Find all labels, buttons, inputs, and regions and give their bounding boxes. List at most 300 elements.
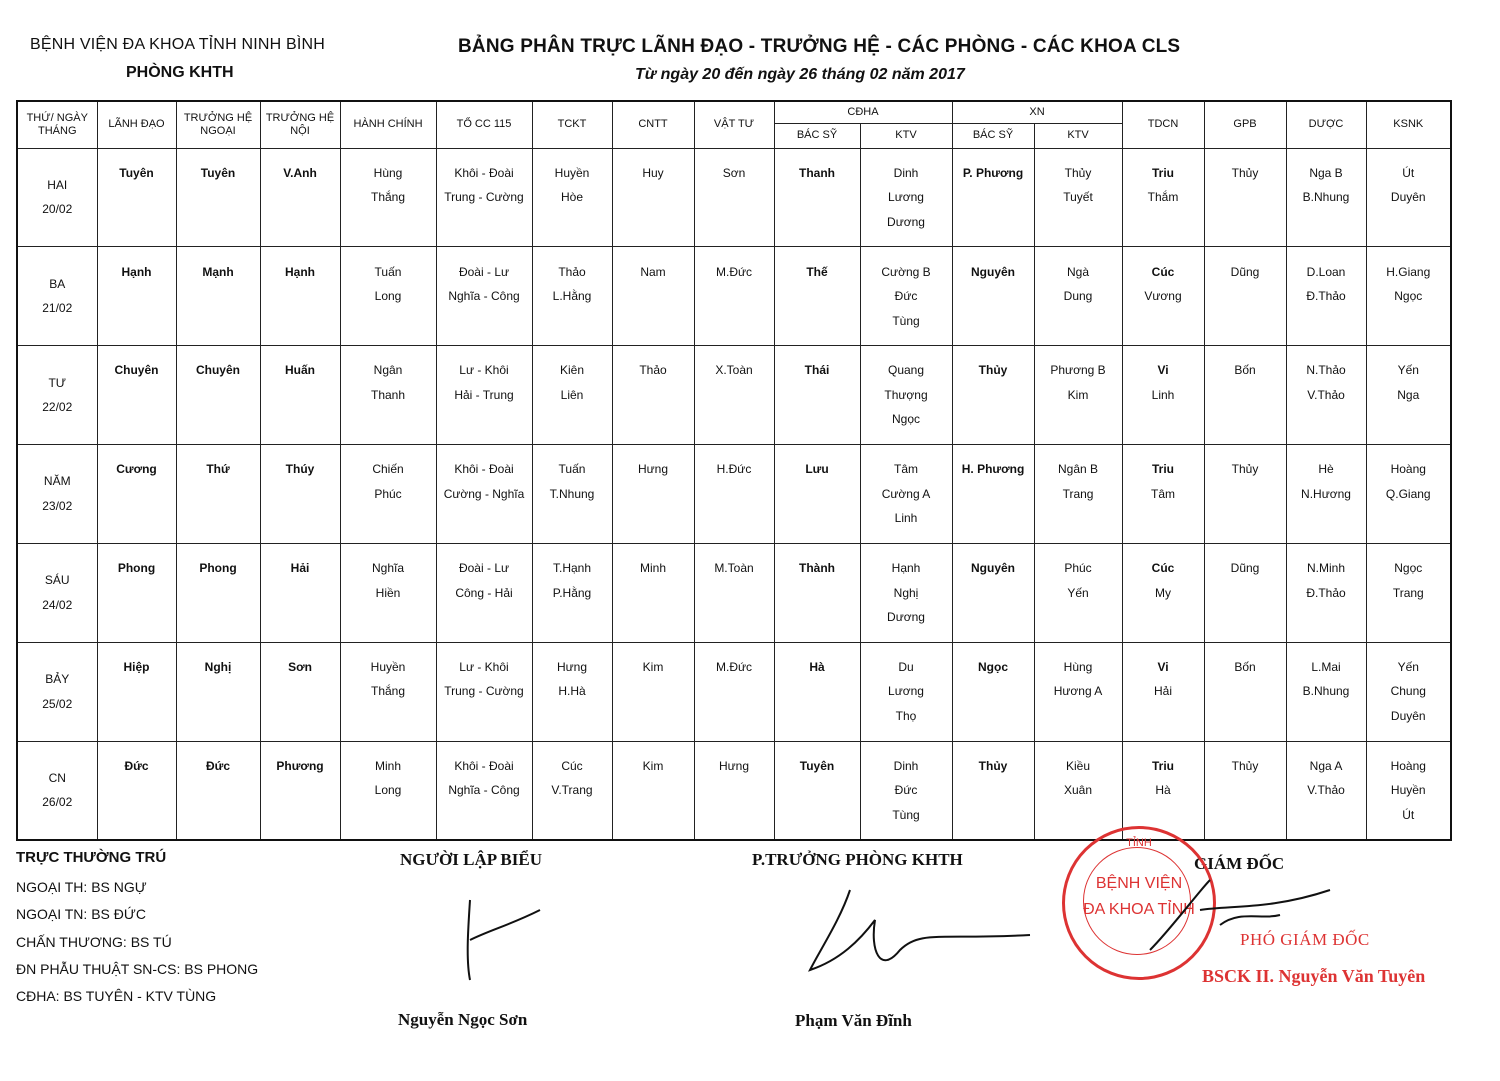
cell-value: Lương	[888, 190, 924, 205]
document-subtitle: Từ ngày 20 đến ngày 26 tháng 02 năm 2017	[635, 66, 965, 83]
xn-doctor-cell	[952, 543, 1034, 642]
col-cdha: CĐHA	[774, 101, 952, 123]
table-row	[17, 148, 1451, 247]
table-row	[17, 445, 1451, 544]
deputy-head-name: Phạm Văn Đĩnh	[795, 1011, 912, 1030]
supplies-cell	[694, 741, 774, 840]
col-tdcn: TDCN	[1122, 101, 1204, 148]
cell-spacer	[533, 407, 612, 432]
cell-value: Hoàng	[1390, 462, 1426, 477]
tdcn-cell	[1122, 543, 1204, 642]
cell-value: Hòe	[560, 190, 583, 205]
cell-spacer	[1123, 803, 1204, 828]
cell-spacer	[775, 778, 860, 827]
cell-value: Linh	[1151, 387, 1175, 402]
cdha-ktv-cell	[860, 543, 952, 642]
xn-doctor-cell	[952, 247, 1034, 346]
cell-value: Mạnh	[202, 264, 234, 279]
cell-value: Ngọc	[978, 659, 1009, 674]
cell-value: Long	[374, 783, 402, 798]
xn-ktv-cell	[1034, 543, 1122, 642]
cc115-cell	[436, 543, 532, 642]
cell-value: Tuyên	[799, 758, 835, 773]
cell-value: Thanh	[799, 165, 835, 180]
cell-spacer	[1123, 506, 1204, 531]
col-cntt: CNTT	[612, 101, 694, 148]
cell-spacer	[953, 383, 1034, 432]
cell-value: Cương	[116, 462, 157, 477]
table-row	[17, 346, 1451, 445]
cell-value: Tuấn	[558, 462, 586, 477]
cell-spacer	[98, 778, 176, 827]
cell-value: Dinh	[893, 165, 919, 180]
internal-head-cell	[260, 445, 340, 544]
roster-body	[17, 148, 1451, 840]
cell-value: P.Hằng	[552, 585, 592, 600]
cell-spacer	[177, 778, 260, 827]
cc115-cell	[436, 741, 532, 840]
date-label: 26/02	[42, 795, 73, 810]
cell-value: Hải - Trung	[454, 387, 514, 402]
supplies-cell	[694, 148, 774, 247]
cell-value: Kiên	[559, 363, 585, 378]
cell-value: Bốn	[1234, 659, 1256, 674]
leader-cell	[97, 445, 176, 544]
gpb-cell	[1204, 247, 1286, 346]
cell-value: T.Nhung	[549, 486, 595, 501]
cell-value: Đ.Thảo	[1306, 585, 1346, 600]
tdcn-cell	[1122, 346, 1204, 445]
cell-value: Cường B	[881, 264, 931, 279]
pharmacy-cell	[1286, 642, 1366, 741]
cell-spacer	[613, 383, 694, 432]
cell-value: Triu	[1152, 165, 1175, 180]
ksnk-cell	[1366, 148, 1451, 247]
cell-spacer	[775, 581, 860, 630]
cell-spacer	[1035, 210, 1122, 235]
cell-value: Hải	[1154, 684, 1173, 699]
supplies-cell	[694, 543, 774, 642]
cell-value: Lương	[888, 684, 924, 699]
cell-spacer	[695, 778, 774, 827]
col-xn: XN	[952, 101, 1122, 123]
cell-spacer	[1287, 506, 1366, 531]
cell-value: Hương A	[1053, 684, 1103, 699]
cell-value: B.Nhung	[1302, 684, 1350, 699]
internal-head-cell	[260, 148, 340, 247]
surgery-head-cell	[176, 543, 260, 642]
cell-spacer	[261, 185, 340, 234]
admin-cell	[340, 445, 436, 544]
cell-spacer	[341, 605, 436, 630]
cell-spacer	[695, 284, 774, 333]
cell-spacer	[177, 482, 260, 531]
xn-doctor-cell	[952, 346, 1034, 445]
cell-spacer	[533, 803, 612, 828]
cell-value: Đức	[894, 289, 918, 304]
cell-value: Ngọc	[1394, 561, 1423, 576]
admin-cell	[340, 741, 436, 840]
admin-cell	[340, 148, 436, 247]
xn-doctor-cell	[952, 642, 1034, 741]
cdha-doctor-cell	[774, 642, 860, 741]
cell-spacer	[533, 506, 612, 531]
supplies-cell	[694, 247, 774, 346]
cell-value: Lư - Khôi	[459, 659, 509, 674]
pharmacy-cell	[1286, 346, 1366, 445]
col-day: THỨ/ NGÀY THÁNG	[17, 101, 97, 148]
cell-spacer	[1367, 407, 1451, 432]
cell-value: Q.Giang	[1385, 486, 1431, 501]
cell-value: Hà	[809, 659, 825, 674]
cell-value: N.Minh	[1307, 561, 1346, 576]
cell-value: Huyền	[370, 659, 406, 674]
cell-value: Ngân	[373, 363, 403, 378]
cc115-cell	[436, 642, 532, 741]
day-cell	[17, 247, 97, 346]
cell-value: Yến	[1397, 659, 1419, 674]
xn-ktv-cell	[1034, 148, 1122, 247]
preparer-title: NGƯỜI LẬP BIỂU	[400, 850, 543, 869]
cell-value: T.Hạnh	[552, 561, 592, 576]
date-label: 21/02	[42, 301, 73, 316]
tdcn-cell	[1122, 642, 1204, 741]
surgery-head-cell	[176, 445, 260, 544]
cell-value: N.Thảo	[1306, 363, 1346, 378]
xn-ktv-cell	[1034, 642, 1122, 741]
cell-spacer	[261, 383, 340, 432]
cell-spacer	[1205, 778, 1286, 827]
cell-value: Hoàng	[1390, 758, 1426, 773]
cell-value: Thắng	[370, 190, 406, 205]
internal-head-cell	[260, 346, 340, 445]
cell-spacer	[437, 803, 532, 828]
director-role: PHÓ GIÁM ĐỐC	[1240, 930, 1370, 949]
cell-value: Phúc	[1064, 561, 1092, 576]
cell-value: Dũng	[1230, 264, 1260, 279]
col-xn-ktv: KTV	[1034, 123, 1122, 148]
cell-spacer	[1205, 679, 1286, 728]
cell-value: Thúy	[285, 462, 315, 477]
cell-value: Tuyết	[1063, 190, 1093, 205]
cell-value: Tuyên	[119, 165, 154, 180]
cntt-cell	[612, 642, 694, 741]
cell-spacer	[261, 778, 340, 827]
col-cdha-doctor: BÁC SỸ	[774, 123, 860, 148]
internal-head-cell	[260, 247, 340, 346]
cell-value: Thắm	[1147, 190, 1179, 205]
cell-spacer	[953, 679, 1034, 728]
cell-spacer	[98, 383, 176, 432]
resident-line: ĐN PHẪU THUẬT SN-CS: BS PHONG	[16, 960, 259, 977]
cell-spacer	[1035, 605, 1122, 630]
cell-value: Chuyên	[195, 363, 240, 378]
ksnk-cell	[1366, 642, 1451, 741]
date-label: 24/02	[42, 597, 73, 612]
tckt-cell	[532, 445, 612, 544]
cell-spacer	[1205, 482, 1286, 531]
resident-line: CHẤN THƯƠNG: BS TÚ	[16, 933, 172, 950]
cell-spacer	[1287, 803, 1366, 828]
pharmacy-cell	[1286, 247, 1366, 346]
cc115-cell	[436, 247, 532, 346]
gpb-cell	[1204, 445, 1286, 544]
cntt-cell	[612, 247, 694, 346]
cell-value: Thành	[799, 561, 835, 576]
cell-spacer	[1205, 284, 1286, 333]
gpb-cell	[1204, 543, 1286, 642]
weekday-label: NĂM	[43, 474, 71, 489]
cell-value: Ngọc	[892, 412, 921, 427]
cell-value: H.Giang	[1386, 264, 1431, 279]
col-pharmacy: DƯỢC	[1286, 101, 1366, 148]
cell-value: Công - Hải	[455, 585, 513, 600]
cell-value: Minh	[374, 758, 401, 773]
gpb-cell	[1204, 642, 1286, 741]
cell-spacer	[1205, 581, 1286, 630]
ksnk-cell	[1366, 741, 1451, 840]
cell-value: V.Anh	[283, 165, 317, 180]
table-row	[17, 741, 1451, 840]
cell-spacer	[437, 506, 532, 531]
deputy-head-title: P.TRƯỞNG PHÒNG KHTH	[752, 850, 963, 869]
cell-value: Nga	[1397, 387, 1420, 402]
cell-value: Duyên	[1390, 708, 1426, 723]
cell-value: Nga A	[1309, 758, 1343, 773]
cell-value: Thượng	[884, 387, 928, 402]
cell-value: Nghị	[204, 659, 232, 674]
cell-spacer	[1287, 704, 1366, 729]
weekday-label: BA	[49, 276, 66, 291]
duty-roster-table	[16, 100, 1452, 841]
cdha-ktv-cell	[860, 148, 952, 247]
leader-cell	[97, 543, 176, 642]
cell-value: Phương B	[1050, 363, 1106, 378]
cell-value: Kim	[1067, 387, 1089, 402]
cell-value: Vi	[1157, 363, 1169, 378]
resident-line: NGOẠI TH: BS NGỰ	[16, 879, 147, 895]
tckt-cell	[532, 346, 612, 445]
cell-value: M.Đức	[715, 659, 753, 674]
supplies-cell	[694, 445, 774, 544]
weekday-label: SÁU	[44, 573, 70, 588]
cell-spacer	[98, 679, 176, 728]
cell-value: Cường A	[881, 486, 931, 501]
cell-spacer	[1035, 407, 1122, 432]
cell-spacer	[261, 679, 340, 728]
cell-spacer	[341, 704, 436, 729]
cell-value: Hạnh	[121, 264, 152, 279]
cell-value: Thái	[804, 363, 830, 378]
cell-spacer	[613, 284, 694, 333]
cell-spacer	[1367, 309, 1451, 334]
cell-value: Thủy	[978, 363, 1008, 378]
resident-title: TRỰC THƯỜNG TRÚ	[16, 849, 167, 866]
cell-spacer	[695, 679, 774, 728]
tckt-cell	[532, 543, 612, 642]
cell-value: Thứ	[206, 462, 230, 477]
day-cell	[17, 642, 97, 741]
xn-doctor-cell	[952, 148, 1034, 247]
weekday-label: HAI	[47, 177, 68, 192]
cell-value: Du	[898, 659, 914, 674]
cell-value: Nguyên	[971, 561, 1016, 576]
cell-value: Hưng	[718, 758, 750, 773]
cell-spacer	[953, 284, 1034, 333]
cell-spacer	[533, 210, 612, 235]
cell-spacer	[341, 803, 436, 828]
cell-spacer	[341, 309, 436, 334]
admin-cell	[340, 346, 436, 445]
cell-value: Dung	[1063, 289, 1093, 304]
cell-value: Huyền	[1390, 783, 1426, 798]
tdcn-cell	[1122, 247, 1204, 346]
cell-spacer	[437, 407, 532, 432]
cell-spacer	[1367, 210, 1451, 235]
internal-head-cell	[260, 642, 340, 741]
leader-cell	[97, 346, 176, 445]
cell-spacer	[341, 506, 436, 531]
cell-value: Nguyên	[971, 264, 1016, 279]
cell-value: Cúc	[561, 758, 583, 773]
cell-value: Thanh	[370, 387, 406, 402]
weekday-label: BẢY	[45, 672, 70, 687]
cell-value: Đoài - Lư	[458, 264, 510, 279]
cell-value: Ngọc	[1394, 289, 1423, 304]
cell-spacer	[1035, 803, 1122, 828]
cntt-cell	[612, 346, 694, 445]
preparer-signature	[440, 880, 560, 990]
tdcn-cell	[1122, 445, 1204, 544]
cell-value: V.Thảo	[1307, 387, 1345, 402]
cdha-ktv-cell	[860, 741, 952, 840]
cell-spacer	[775, 185, 860, 234]
ksnk-cell	[1366, 543, 1451, 642]
col-xn-doctor: BÁC SỸ	[952, 123, 1034, 148]
supplies-cell	[694, 346, 774, 445]
ksnk-cell	[1366, 346, 1451, 445]
cell-spacer	[1287, 407, 1366, 432]
cell-value: Hè	[1318, 462, 1334, 477]
cell-spacer	[775, 383, 860, 432]
cdha-ktv-cell	[860, 642, 952, 741]
cell-value: Sơn	[288, 659, 312, 674]
cell-spacer	[177, 679, 260, 728]
cell-value: Cúc	[1151, 561, 1175, 576]
cell-value: Nam	[640, 264, 666, 279]
cell-spacer	[695, 482, 774, 531]
gpb-cell	[1204, 346, 1286, 445]
cell-spacer	[177, 581, 260, 630]
internal-head-cell	[260, 741, 340, 840]
cell-value: Cúc	[1151, 264, 1175, 279]
cell-spacer	[1123, 309, 1204, 334]
cell-value: Tùng	[892, 807, 920, 822]
cell-spacer	[695, 185, 774, 234]
cell-value: Hải	[290, 561, 310, 576]
surgery-head-cell	[176, 346, 260, 445]
cell-value: Hưng	[637, 462, 669, 477]
cdha-doctor-cell	[774, 148, 860, 247]
deputy-head-signature	[780, 880, 1050, 1000]
xn-ktv-cell	[1034, 247, 1122, 346]
stamp-line-1: BỆNH VIỆN	[1095, 875, 1183, 892]
leader-cell	[97, 148, 176, 247]
cdha-doctor-cell	[774, 247, 860, 346]
cell-spacer	[953, 581, 1034, 630]
cell-value: Triu	[1152, 758, 1175, 773]
cell-spacer	[1035, 704, 1122, 729]
cell-spacer	[341, 407, 436, 432]
cell-spacer	[1287, 210, 1366, 235]
cell-spacer	[1287, 605, 1366, 630]
date-label: 22/02	[42, 400, 73, 415]
xn-ktv-cell	[1034, 346, 1122, 445]
cell-value: Tuấn	[374, 264, 402, 279]
cell-value: L.Mai	[1311, 659, 1341, 674]
cell-value: Tuyên	[200, 165, 236, 180]
cell-value: Hưng	[556, 659, 588, 674]
cell-value: Dinh	[893, 758, 919, 773]
date-label: 25/02	[42, 696, 73, 711]
surgery-head-cell	[176, 247, 260, 346]
cdha-ktv-cell	[860, 247, 952, 346]
cell-spacer	[261, 284, 340, 333]
cell-spacer	[1123, 605, 1204, 630]
cell-value: Đức	[124, 758, 149, 773]
cell-value: Phúc	[374, 486, 402, 501]
cell-spacer	[613, 581, 694, 630]
cell-value: Nghĩa - Công	[448, 289, 520, 304]
cell-spacer	[775, 284, 860, 333]
cell-value: Hùng	[1063, 659, 1093, 674]
day-cell	[17, 445, 97, 544]
cdha-doctor-cell	[774, 543, 860, 642]
table-row	[17, 543, 1451, 642]
supplies-cell	[694, 642, 774, 741]
cell-value: Minh	[639, 561, 666, 576]
cell-value: Thảo	[639, 363, 667, 378]
cntt-cell	[612, 445, 694, 544]
cell-spacer	[533, 605, 612, 630]
cell-value: Đoài - Lư	[458, 561, 510, 576]
surgery-head-cell	[176, 741, 260, 840]
cell-value: Yến	[1397, 363, 1419, 378]
cell-value: Nga B	[1309, 165, 1343, 180]
cell-value: N.Hương	[1301, 486, 1351, 501]
cdha-doctor-cell	[774, 445, 860, 544]
cell-value: Nghĩa - Công	[448, 783, 520, 798]
col-supplies: VẬT TƯ	[694, 101, 774, 148]
cell-value: Tâm	[1151, 486, 1176, 501]
cell-spacer	[613, 482, 694, 531]
cell-spacer	[775, 482, 860, 531]
cell-spacer	[98, 185, 176, 234]
col-ksnk: KSNK	[1366, 101, 1451, 148]
ksnk-cell	[1366, 445, 1451, 544]
cell-spacer	[533, 309, 612, 334]
cell-value: P. Phương	[962, 165, 1024, 180]
leader-cell	[97, 642, 176, 741]
cdha-ktv-cell	[860, 445, 952, 544]
cell-value: Hạnh	[891, 561, 921, 576]
cell-value: Liên	[560, 387, 584, 402]
cell-value: Nghị	[893, 585, 919, 600]
cell-value: Phương	[276, 758, 324, 773]
cell-spacer	[953, 778, 1034, 827]
cell-spacer	[613, 185, 694, 234]
cell-value: Ngân B	[1058, 462, 1099, 477]
